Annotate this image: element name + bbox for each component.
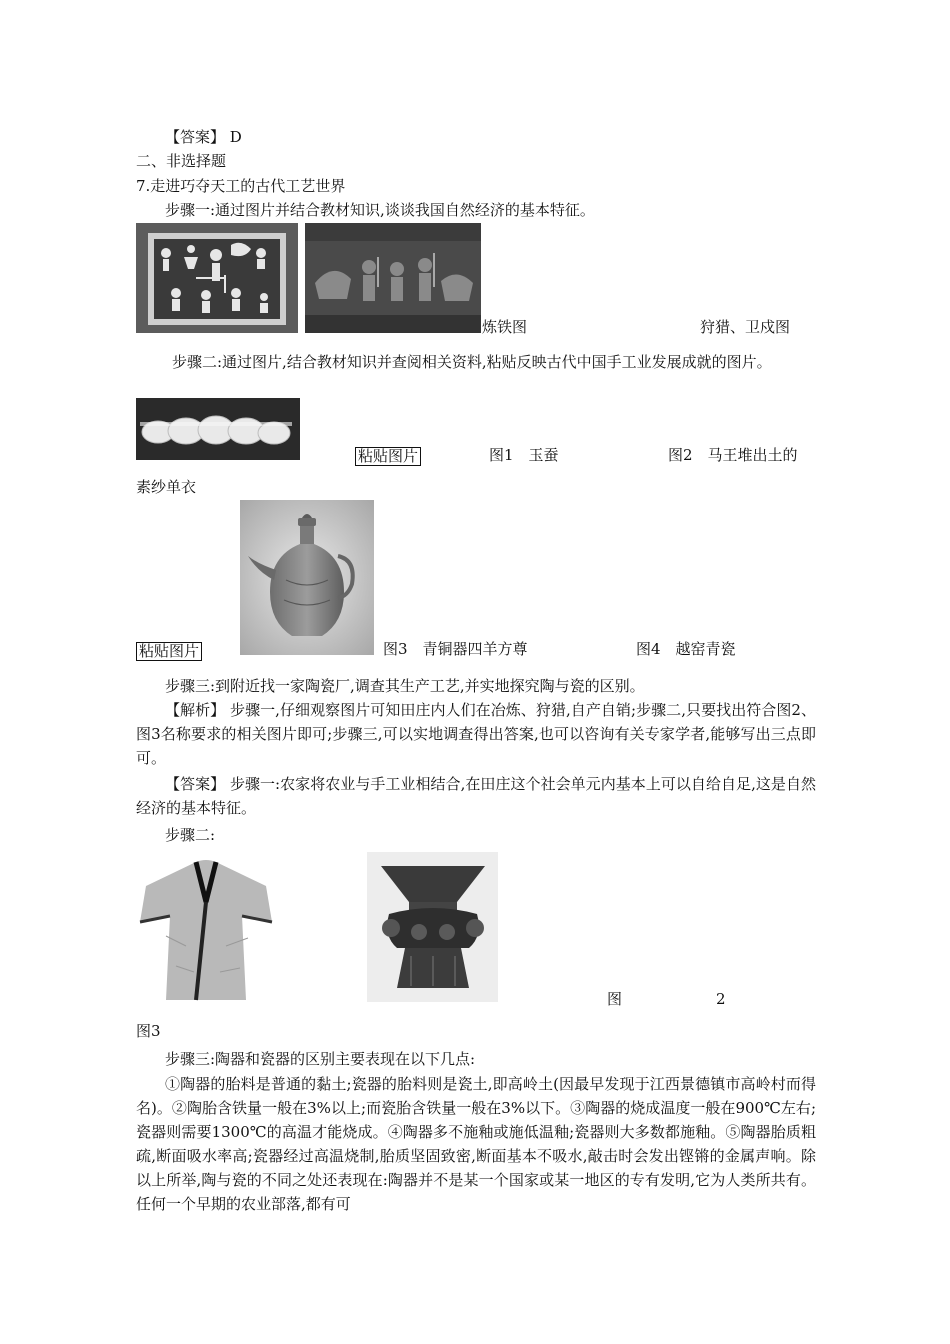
paste-image-placeholder-1[interactable]: 粘贴图片 (355, 447, 421, 466)
caption-fig2: 图2 马王堆出土的 (668, 446, 798, 464)
paste-image-placeholder-2[interactable]: 粘贴图片 (136, 642, 202, 661)
step2-prompt: 步骤二:通过图片,结合教材知识并查阅相关资料,粘贴反映古代中国手工业发展成就的图片。 (172, 353, 772, 371)
answer-paragraph: 【答案】 步骤一:农家将农业与手工业相结合,在田庄这个社会单元内基本上可以自给自足,这是自然经济的基本特征。 (136, 775, 816, 817)
caption-fig2-continued: 素纱单衣 (136, 478, 197, 496)
step3-answer-body: ①陶器的胎料是普通的黏土;瓷器的胎料则是瓷土,即高岭土(因最早发现于江西景德镇市高岭村而得名)。②陶胎含铁量一般在3%以上;而瓷胎含铁量一般在3%以下。③陶器的烧成温度一般在900℃左右;瓷器则需要1300℃的高温才能烧成。④陶器多不施釉或施低温釉;瓷器则大多数都施釉。⑤陶器胎质粗疏,断面吸水率高;瓷器经过高温烧制,胎质坚固致密,断面基本不吸水,敲击时会发出铿锵的金属声响。除以上所举,陶与瓷的不同之处还表现在:陶器并不是某一个国家或某一地区的专有发明,它为人类所共有。任何一个早期的农业部落,都有可 (136, 1075, 816, 1213)
fig-label-b: 2 (716, 990, 726, 1008)
caption-fig3: 图3 青铜器四羊方尊 (383, 640, 528, 658)
caption-hunting: 狩猎、卫戍图 (700, 318, 791, 336)
answer-line: 【答案】 D (165, 128, 242, 146)
fig3-label: 图3 (136, 1022, 161, 1040)
smelting-image (136, 223, 298, 333)
caption-smelting: 炼铁图 (482, 318, 528, 336)
section-heading: 二、非选择题 (136, 152, 227, 170)
gauze-robe-image (136, 856, 276, 1004)
jade-silkworm-image (136, 398, 300, 460)
caption-fig4: 图4 越窑青瓷 (636, 640, 736, 658)
step2-answer-label: 步骤二: (165, 826, 216, 844)
caption-fig1: 图1 玉蚕 (489, 446, 559, 464)
question-title: 7.走进巧夺天工的古代工艺世界 (136, 177, 346, 195)
celadon-ewer-image (240, 500, 374, 655)
four-ram-zun-image (367, 852, 498, 1002)
fig-label-a: 图 (607, 990, 623, 1008)
step1-prompt: 步骤一:通过图片并结合教材知识,谈谈我国自然经济的基本特征。 (165, 201, 595, 219)
hunting-image (305, 223, 481, 333)
analysis-paragraph: 【解析】 步骤一,仔细观察图片可知田庄内人们在冶炼、狩猎,自产自销;步骤二,只要找出符合图2、图3名称要求的相关图片即可;步骤三,可以实地调查得出答案,也可以咨询有关专家学者,能够写出三点即可。 (136, 701, 816, 767)
step3-answer-heading: 步骤三:陶器和瓷器的区别主要表现在以下几点: (165, 1050, 476, 1068)
step3-prompt: 步骤三:到附近找一家陶瓷厂,调查其生产工艺,并实地探究陶与瓷的区别。 (165, 677, 645, 695)
